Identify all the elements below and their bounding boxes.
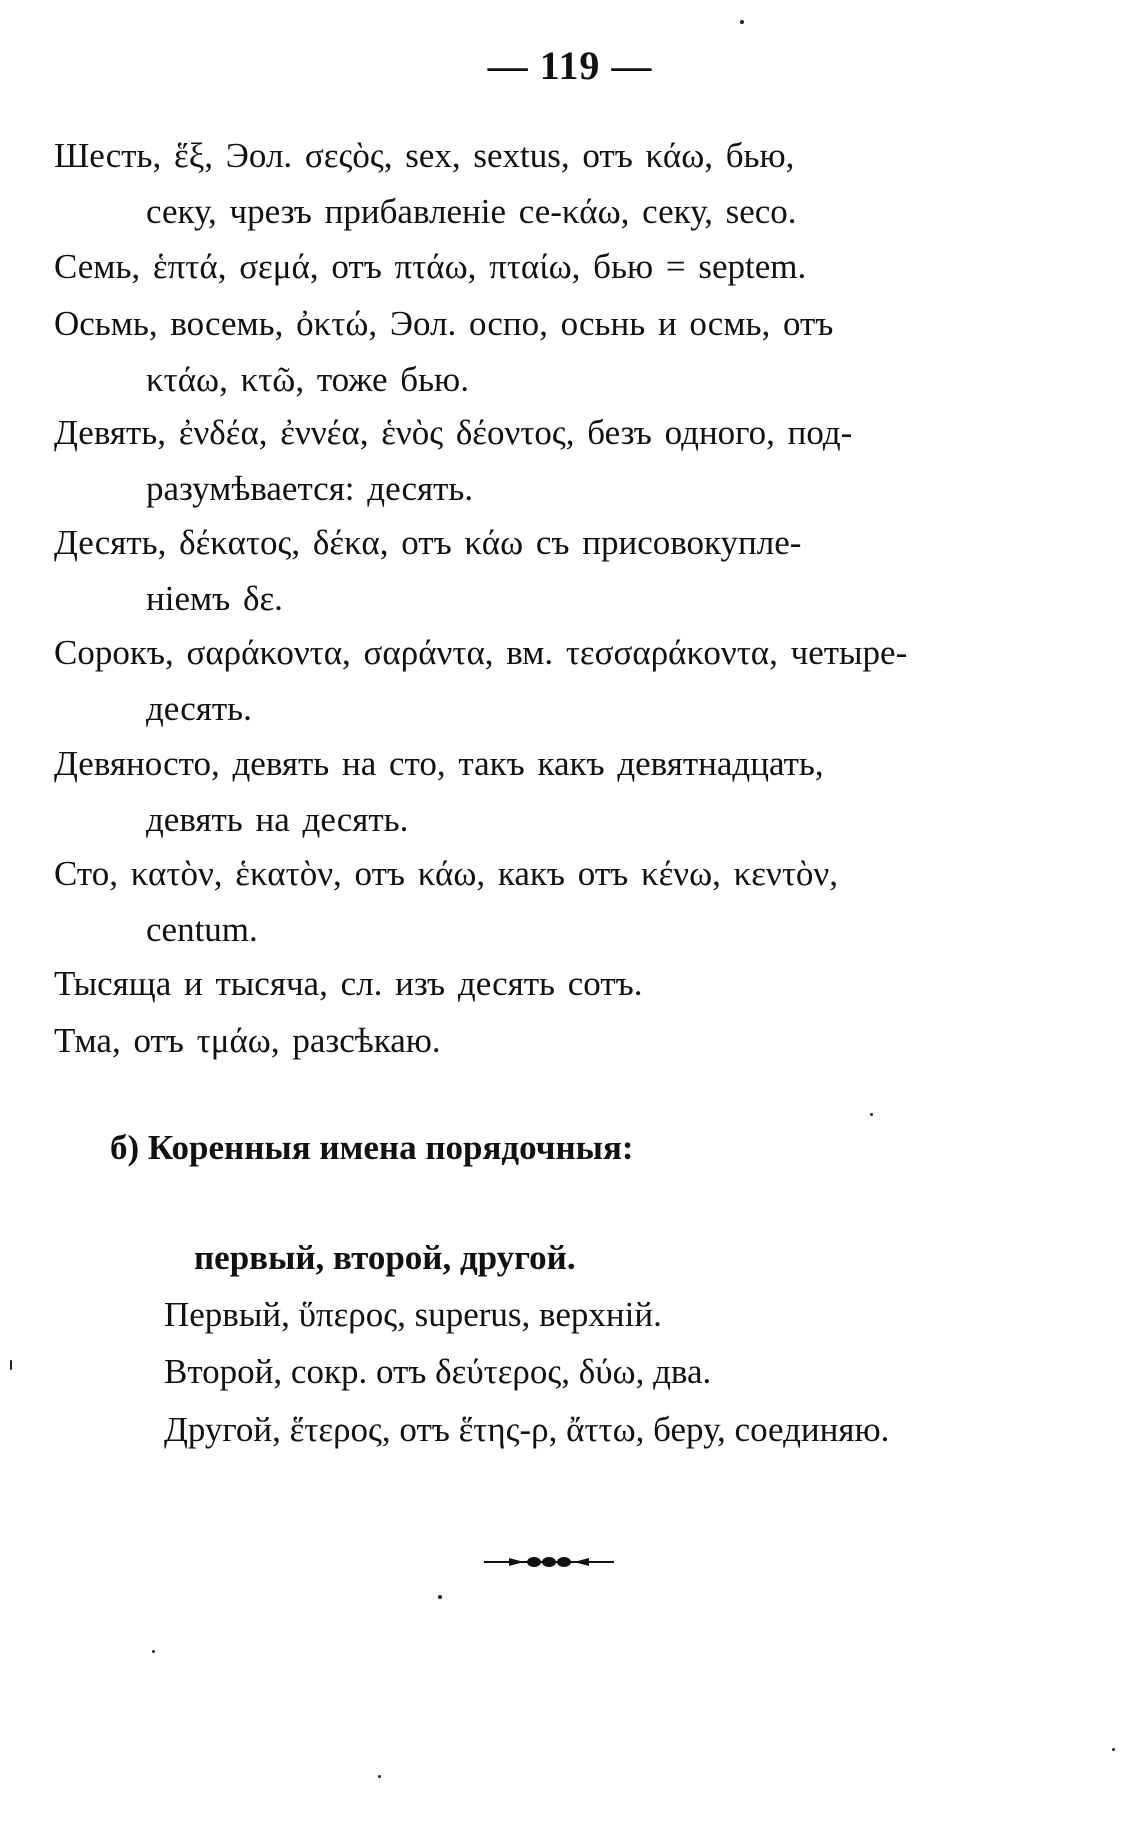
entry-first-line: Сто, κατὸν, ἑκατὸν, отъ κάω, какъ отъ κένω, κεντὸν,	[54, 854, 838, 893]
section-heading: б) Коренныя имена порядочныя:	[110, 1128, 634, 1167]
page-number: — 119 —	[487, 43, 653, 88]
ordinals-intro: первый, второй, другой.	[194, 1238, 576, 1277]
ornament-divider	[484, 1552, 614, 1572]
entry-ninety	[54, 736, 1054, 848]
entry-first-line: Тысяща и тысяча, сл. изъ десять сотъ.	[54, 964, 643, 1003]
entry-nine	[54, 405, 1054, 517]
entry-continuation: разумѣвается: десять.	[146, 469, 474, 508]
entry-ten	[54, 515, 1054, 627]
print-speck	[10, 1360, 12, 1370]
ordinal-second: Второй, сокр. отъ δεύτερος, δύω, два.	[164, 1352, 712, 1391]
ordinal-other: Другой, ἕτερος, отъ ἕτης-ρ, ἄττω, беру, соединяю.	[164, 1410, 890, 1449]
print-speck	[1112, 1748, 1115, 1751]
entry-six	[54, 128, 1054, 240]
entry-eight	[54, 296, 1054, 408]
entry-first-line: Шесть, ἕξ, Эол. σεςὸς, sex, sextus, отъ κάω, бью,	[54, 136, 795, 175]
entry-first-line: Девять, ἐνδέα, ἐννέα, ἑνὸς δέοντος, безъ одного, под-	[54, 413, 853, 452]
entry-first-line: Десять, δέκατος, δέκα, отъ κάω съ присовокупле-	[54, 523, 802, 562]
print-speck	[438, 1595, 442, 1599]
entry-continuation: κτάω, κτῶ, тоже бью.	[146, 360, 469, 399]
entry-first-line: Осьмь, восемь, ὀκτώ, Эол. оспо, осьнь и осмь, отъ	[54, 304, 834, 343]
entry-forty	[54, 625, 1054, 737]
print-speck	[870, 1113, 873, 1116]
entry-first-line: Семь, ἑπτά, σεμά, отъ πτάω, πταίω, бью = septem.	[54, 247, 807, 286]
print-speck	[740, 20, 744, 24]
print-speck	[378, 1775, 381, 1778]
entry-first-line: Девяносто, девять на сто, такъ какъ девятнадцать,	[54, 744, 824, 783]
entry-hundred	[54, 846, 1054, 958]
entry-seven	[54, 239, 1054, 295]
entry-continuation: девять на десять.	[146, 800, 409, 839]
entry-myriad	[54, 1013, 1054, 1069]
entry-continuation: десять.	[146, 689, 252, 728]
entry-continuation: centum.	[146, 910, 258, 949]
ordinal-first: Первый, ὕπερος, superus, верхній.	[164, 1295, 662, 1334]
print-speck	[152, 1650, 155, 1653]
entry-thousand	[54, 956, 1054, 1012]
entry-continuation: ніемъ δε.	[146, 579, 283, 618]
entry-first-line: Тма, отъ τμάω, разсѣкаю.	[54, 1021, 441, 1060]
entry-continuation: секу, чрезъ прибавленіе се-κάω, секу, seco.	[146, 192, 797, 231]
entry-first-line: Сорокъ, σαράκοντα, σαράντα, вм. τεσσαράκοντα, четыре-	[54, 633, 908, 672]
